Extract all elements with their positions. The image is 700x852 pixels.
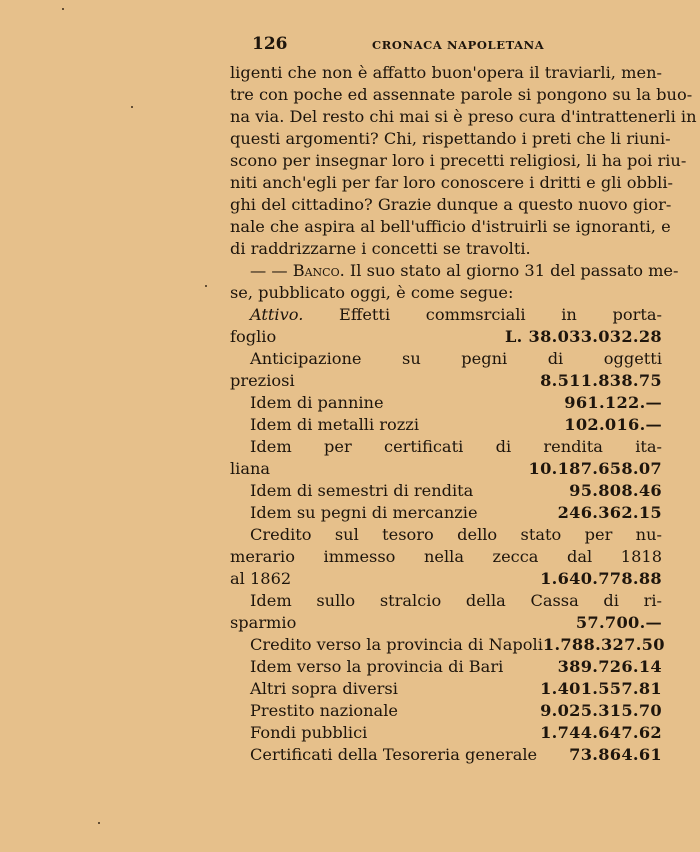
attivo-label-end: foglio (230, 327, 277, 346)
entry-line (230, 414, 662, 436)
paragraph-line: di raddrizzarne i concetti se travolti. (230, 239, 531, 258)
scan-speck (98, 822, 100, 824)
paragraph-line: ghi del cittadino? Grazie dunque a questo nuovo gior- (230, 195, 672, 214)
entry-label: Prestito nazionale (250, 701, 398, 720)
paragraph-line: niti anch'egli per far loro conoscere i dritti e gli obbli- (230, 173, 674, 192)
entry-label: Idem di semestri di rendita (250, 481, 474, 500)
entry-value: 1.788.327.50 (542, 635, 665, 654)
ledger-entry (230, 414, 662, 436)
entry-line (230, 392, 662, 414)
attivo-text: Effetti commsrciali in porta- (339, 305, 662, 324)
paragraph (230, 62, 697, 260)
entry-label: Fondi pubblici (250, 723, 368, 742)
ledger-entry (230, 744, 662, 766)
entry-line (230, 656, 662, 678)
entry-value: 8.511.838.75 (540, 371, 662, 390)
banco-line-2: se, pubblicato oggi, è come segue: (230, 283, 514, 302)
entry-line (230, 678, 662, 700)
entry-line (230, 568, 662, 590)
entry-label: Altri sopra diversi (250, 679, 398, 698)
scan-speck (131, 106, 133, 108)
entry-line (230, 722, 662, 744)
entry-value: 57.700.— (575, 613, 662, 632)
entry-value: 1.640.778.88 (540, 569, 662, 588)
paragraph-line: ligenti che non è affatto buon'opera il traviarli, men- (230, 63, 662, 82)
entry-label: Idem di metalli rozzi (250, 415, 419, 434)
entry-label: sparmio (230, 613, 297, 632)
entry-line (230, 480, 662, 502)
ledger-entry (230, 656, 662, 678)
entry-value: 389.726.14 (557, 657, 662, 676)
entry-line (230, 634, 665, 656)
entry-line: merario immesso nella zecca dal 1818 (230, 547, 662, 566)
entry-line: Credito sul tesoro dello stato per nu- (250, 525, 662, 544)
entry-value: 9.025.315.70 (540, 701, 662, 720)
ledger-entries (230, 348, 665, 766)
entry-line: Idem sullo stralcio della Cassa di ri- (250, 591, 662, 610)
paragraph-line: na via. Del resto chi mai si è preso cura d'intrattenerli in (230, 107, 697, 126)
entry-label: Certificati della Tesoreria generale (250, 745, 538, 764)
entry-value: 961.122.— (564, 393, 662, 412)
entry-line (230, 612, 662, 634)
entry-label: preziosi (230, 371, 295, 390)
page-number: 126 (252, 34, 288, 54)
entry-value: 10.187.658.07 (528, 459, 662, 478)
entry-label: al 1862 (230, 569, 292, 588)
entry-value: 73.864.61 (569, 745, 662, 764)
paragraph-line: scono per insegnar loro i precetti religiosi, li ha poi riu- (230, 151, 687, 170)
entry-line (230, 700, 662, 722)
entry-label: Idem di pannine (250, 393, 384, 412)
attivo-value: L. 38.033.032.28 (505, 327, 662, 346)
ledger-entry (230, 634, 665, 656)
entry-line: Idem per certificati di rendita ita- (250, 437, 662, 456)
entry-label: Idem su pegni di mercanzie (250, 503, 478, 522)
entry-value: 246.362.15 (557, 503, 662, 522)
ledger-entry (230, 348, 662, 392)
entry-value: 1.401.557.81 (540, 679, 662, 698)
page-body (230, 62, 697, 766)
ledger-entry (230, 392, 662, 414)
ledger-entry (230, 502, 662, 524)
ledger-entry (230, 524, 662, 590)
scan-speck (205, 285, 207, 287)
attivo-line-1 (230, 304, 662, 326)
entry-line (230, 502, 662, 524)
scan-speck (62, 8, 64, 10)
banco-line-1 (230, 260, 679, 282)
entry-value: 95.808.46 (569, 481, 662, 500)
ledger-entry (230, 590, 662, 634)
paragraph-line: tre con poche ed assennate parole si pongono su la buo- (230, 85, 693, 104)
entry-line (230, 370, 662, 392)
entry-value: 102.016.— (564, 415, 662, 434)
ledger-entry (230, 480, 662, 502)
banco-text: Il suo stato al giorno 31 del passato me- (349, 261, 679, 280)
entry-label: liana (230, 459, 271, 478)
paragraph-line: nale che aspira al bell'ufficio d'istruirli se ignoranti, e (230, 217, 671, 236)
entry-line: Anticipazione su pegni di oggetti (250, 349, 662, 368)
page-header (252, 34, 662, 56)
entry-label: Credito verso la provincia di Napoli (250, 635, 543, 654)
entry-label: Idem verso la provincia di Bari (250, 657, 504, 676)
attivo-label: Attivo. (250, 305, 304, 324)
ledger-entry (230, 722, 662, 744)
entry-line (230, 458, 662, 480)
running-title: CRONACA NAPOLETANA (372, 38, 545, 52)
ledger-entry (230, 678, 662, 700)
attivo-row (230, 326, 662, 348)
ledger-entry (230, 436, 662, 480)
paragraph-line: questi argomenti? Chi, rispettando i preti che li riuni- (230, 129, 671, 148)
dashes: — — (250, 261, 288, 280)
entry-line (230, 744, 662, 766)
entry-value: 1.744.647.62 (540, 723, 662, 742)
banco-heading: Banco. (292, 261, 345, 280)
ledger-entry (230, 700, 662, 722)
